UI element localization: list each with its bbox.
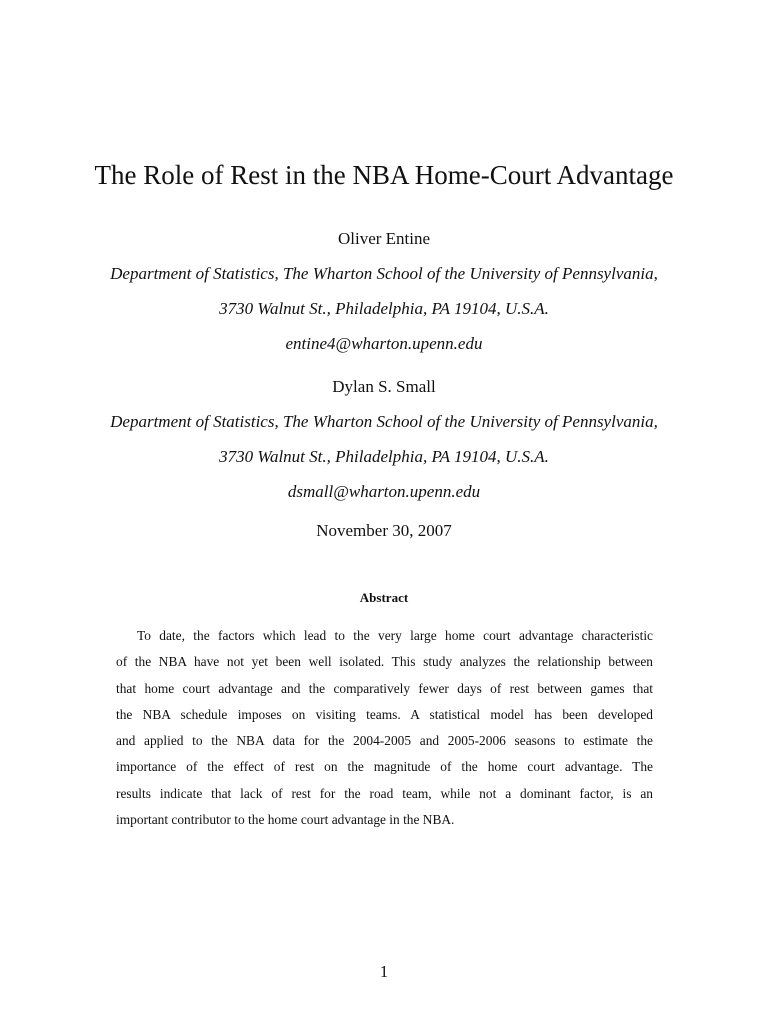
paper-title: The Role of Rest in the NBA Home-Court Advantage [94, 160, 674, 190]
abstract-body [116, 623, 653, 833]
abstract-line: results indicate that lack of rest for the road team, while not a dominant factor, is an [116, 785, 653, 801]
author-1-email: entine4@wharton.upenn.edu [285, 334, 483, 353]
author-1-affiliation-line1: Department of Statistics, The Wharton School of the University of Pennsylvania, [110, 264, 658, 283]
abstract-line: To date, the factors which lead to the very large home court advantage characteristic [137, 628, 653, 643]
author-2-email: dsmall@wharton.upenn.edu [287, 482, 481, 501]
page-number: 1 [379, 962, 389, 981]
author-2-affiliation-line2: 3730 Walnut St., Philadelphia, PA 19104, U.S.A. [219, 447, 549, 466]
abstract-line: and applied to the NBA data for the 2004-2005 and 2005-2006 seasons to estimate the [116, 733, 653, 749]
author-1-affiliation-line2: 3730 Walnut St., Philadelphia, PA 19104, U.S.A. [219, 299, 549, 318]
abstract-line: that home court advantage and the comparatively fewer days of rest between games that [116, 680, 653, 696]
abstract-heading: Abstract [359, 590, 409, 605]
author-2-name: Dylan S. Small [332, 377, 436, 396]
abstract-line: the NBA schedule imposes on visiting teams. A statistical model has been developed [116, 706, 653, 722]
abstract-line: important contributor to the home court advantage in the NBA. [116, 812, 455, 828]
author-1-name: Oliver Entine [337, 229, 431, 248]
abstract-line: of the NBA have not yet been well isolated. This study analyzes the relationship between [116, 654, 653, 670]
paper-date: November 30, 2007 [316, 521, 452, 540]
abstract-line: importance of the effect of rest on the magnitude of the home court advantage. The [116, 759, 653, 775]
author-2-affiliation-line1: Department of Statistics, The Wharton School of the University of Pennsylvania, [110, 412, 658, 431]
